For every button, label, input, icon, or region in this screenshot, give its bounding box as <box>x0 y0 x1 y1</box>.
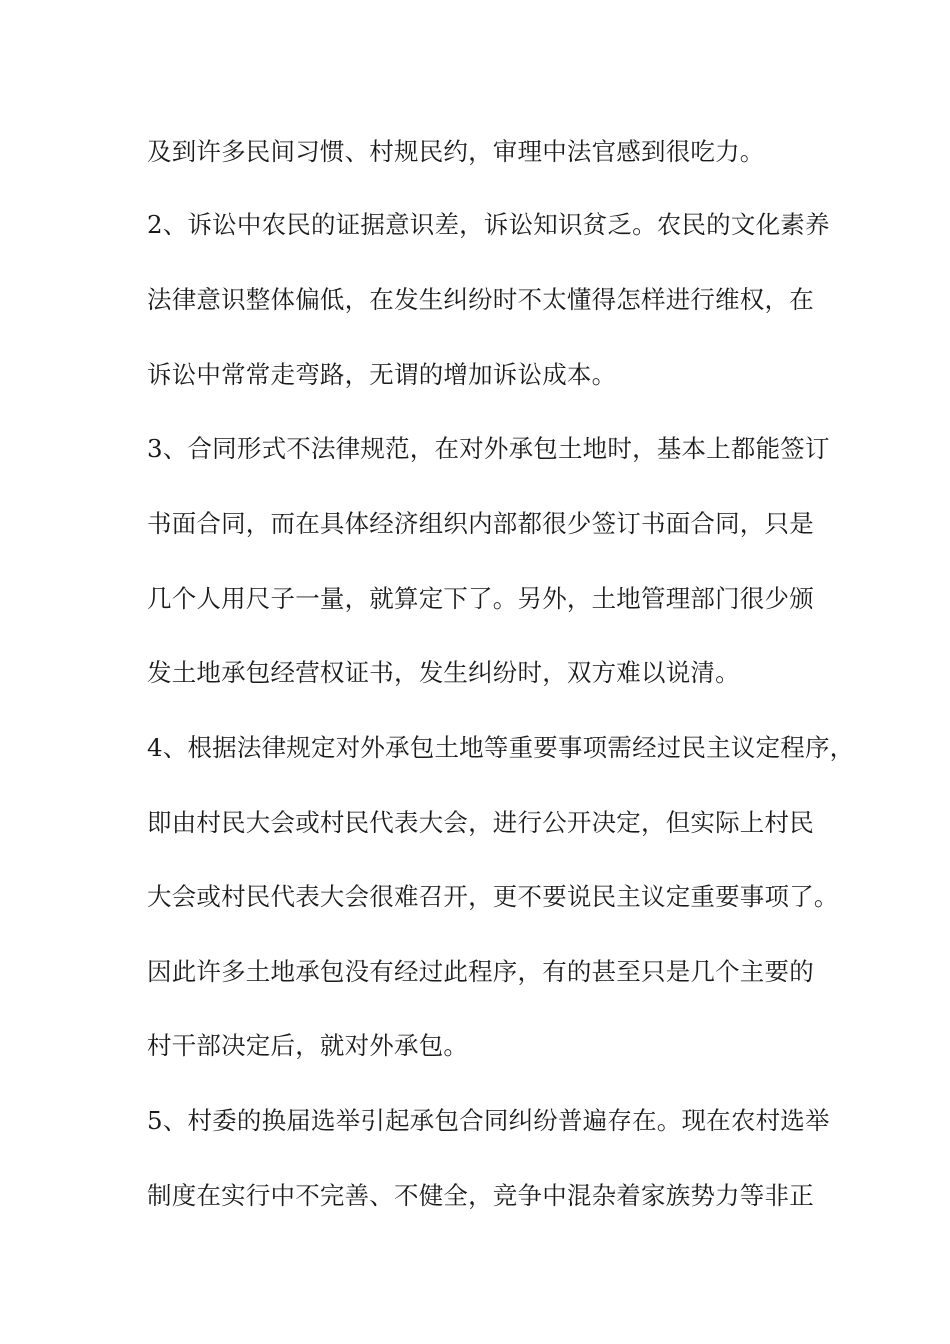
text-line: 2、诉讼中农民的证据意识差，诉讼知识贫乏。农民的文化素养 <box>147 210 830 239</box>
text-line: 大会或村民代表大会很难召开，更不要说民主议定重要事项了。 <box>147 882 839 911</box>
text-line: 发土地承包经营权证书，发生纠纷时，双方难以说清。 <box>147 658 740 687</box>
text-line: 书面合同，而在具体经济组织内部都很少签订书面合同，只是 <box>147 509 814 538</box>
text-line: 及到许多民间习惯、村规民约，审理中法官感到很吃力。 <box>147 137 765 166</box>
text-line: 4、根据法律规定对外承包土地等重要事项需经过民主议定程序， <box>147 733 855 762</box>
text-line: 制度在实行中不完善、不健全，竞争中混杂着家族势力等非正 <box>147 1181 814 1210</box>
text-line: 诉讼中常常走弯路，无谓的增加诉讼成本。 <box>147 360 617 389</box>
text-line: 村干部决定后，就对外承包。 <box>147 1031 469 1060</box>
text-line: 5、村委的换届选举引起承包合同纠纷普遍存在。现在农村选举 <box>147 1106 830 1135</box>
text-line: 因此许多土地承包没有经过此程序，有的甚至只是几个主要的 <box>147 957 814 986</box>
text-line: 3、合同形式不法律规范，在对外承包土地时，基本上都能签订 <box>147 434 830 463</box>
text-line: 几个人用尺子一量，就算定下了。另外，土地管理部门很少颁 <box>147 584 814 613</box>
text-line: 即由村民大会或村民代表大会，进行公开决定，但实际上村民 <box>147 808 814 837</box>
text-line: 法律意识整体偏低，在发生纠纷时不太懂得怎样进行维权，在 <box>147 285 814 314</box>
